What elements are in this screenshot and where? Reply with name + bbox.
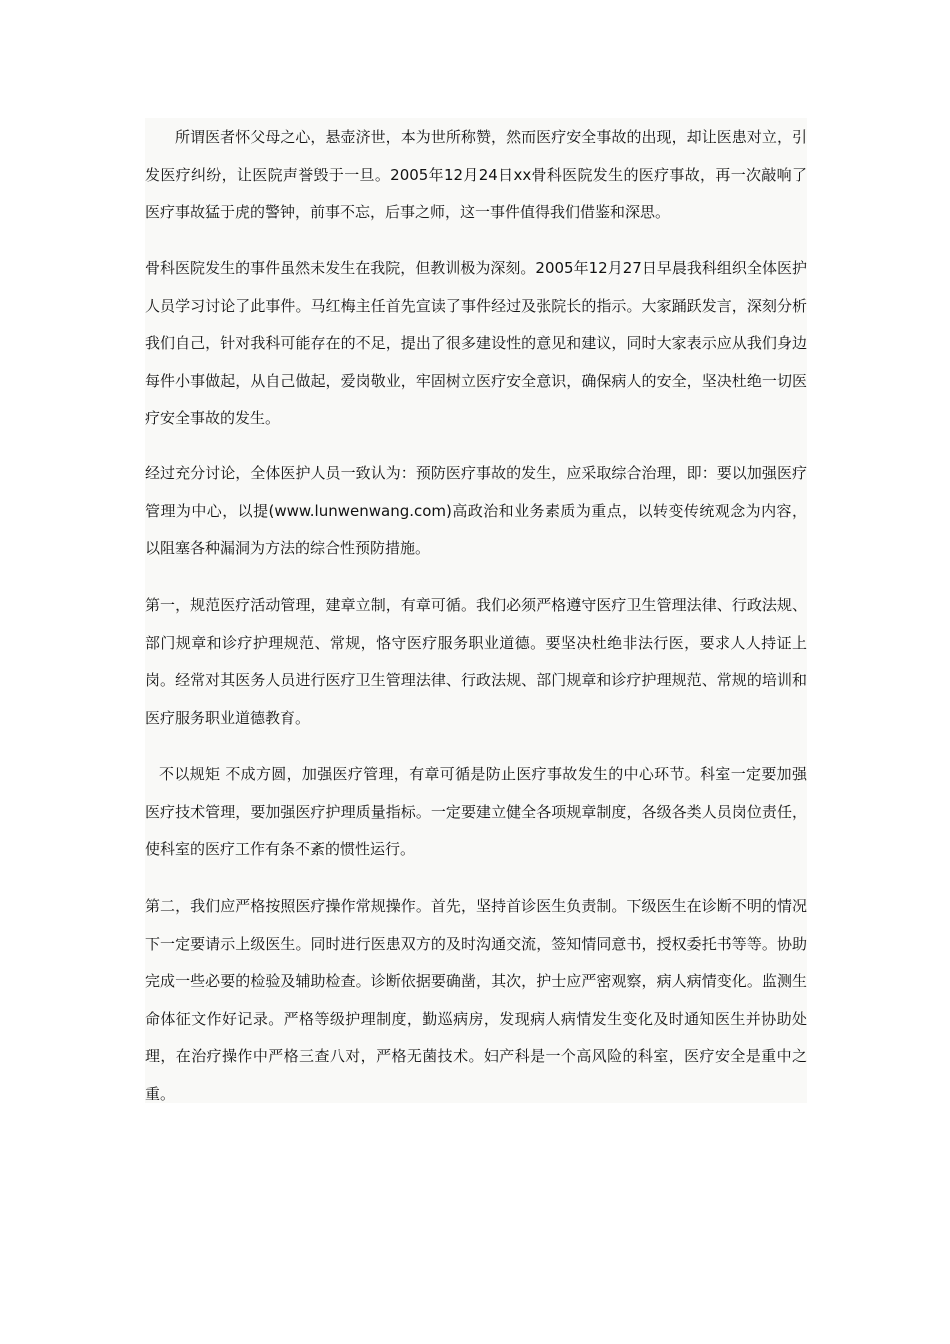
paragraph-first-measure: 第一，规范医疗活动管理，建章立制，有章可循。我们必须严格遵守医疗卫生管理法律、行政法规、部门规章和诊疗护理规范、常规，恪守医疗服务职业道德。要坚决杜绝非法行医，要求人人持证上岗。经常对其医务人员进行医疗卫生管理法律、行政法规、部门规章和诊疗护理规范、常规的培训和医疗服务职业道德教育。 bbox=[145, 596, 807, 727]
document-body bbox=[145, 118, 807, 1103]
paragraph-intro: 所谓医者怀父母之心，悬壶济世，本为世所称赞，然而医疗安全事故的出现，却让医患对立，引发医疗纠纷，让医院声誉毁于一旦。2005年12月24日xx骨科医院发生的医疗事故，再一次敲响了医疗事故猛于虎的警钟，前事不忘，后事之师，这一事件值得我们借鉴和深思。 bbox=[145, 128, 807, 221]
paragraph-discussion: 经过充分讨论，全体医护人员一致认为：预防医疗事故的发生，应采取综合治理，即：要以加强医疗管理为中心，以提(www.lunwenwang.com)高政治和业务素质为重点，以转变传统观念为内容，以阻塞各种漏洞为方法的综合性预防措施。 bbox=[145, 464, 807, 557]
paragraph-second-measure: 第二，我们应严格按照医疗操作常规操作。首先，坚持首诊医生负责制。下级医生在诊断不明的情况下一定要请示上级医生。同时进行医患双方的及时沟通交流，签知情同意书，授权委托书等等。协助完成一些必要的检验及辅助检查。诊断依据要确凿，其次，护士应严密观察，病人病情变化。监测生命体征文作好记录。严格等级护理制度，勤巡病房，发现病人病情发生变化及时通知医生并协助处理，在治疗操作中严格三查八对，严格无菌技术。妇产科是一个高风险的科室，医疗安全是重中之重。 bbox=[145, 897, 807, 1103]
paragraph-lesson: 骨科医院发生的事件虽然未发生在我院，但教训极为深刻。2005年12月27日早晨我科组织全体医护人员学习讨论了此事件。马红梅主任首先宣读了事件经过及张院长的指示。大家踊跃发言，深刻分析我们自己，针对我科可能存在的不足，提出了很多建设性的意见和建议，同时大家表示应从我们身边每件小事做起，从自己做起，爱岗敬业，牢固树立医疗安全意识，确保病人的安全，坚决杜绝一切医疗安全事故的发生。 bbox=[145, 259, 807, 427]
paragraph-rules: 不以规矩 不成方圆，加强医疗管理，有章可循是防止医疗事故发生的中心环节。科室一定要加强医疗技术管理，要加强医疗护理质量指标。一定要建立健全各项规章制度，各级各类人员岗位责任，使科室的医疗工作有条不紊的惯性运行。 bbox=[145, 765, 807, 858]
